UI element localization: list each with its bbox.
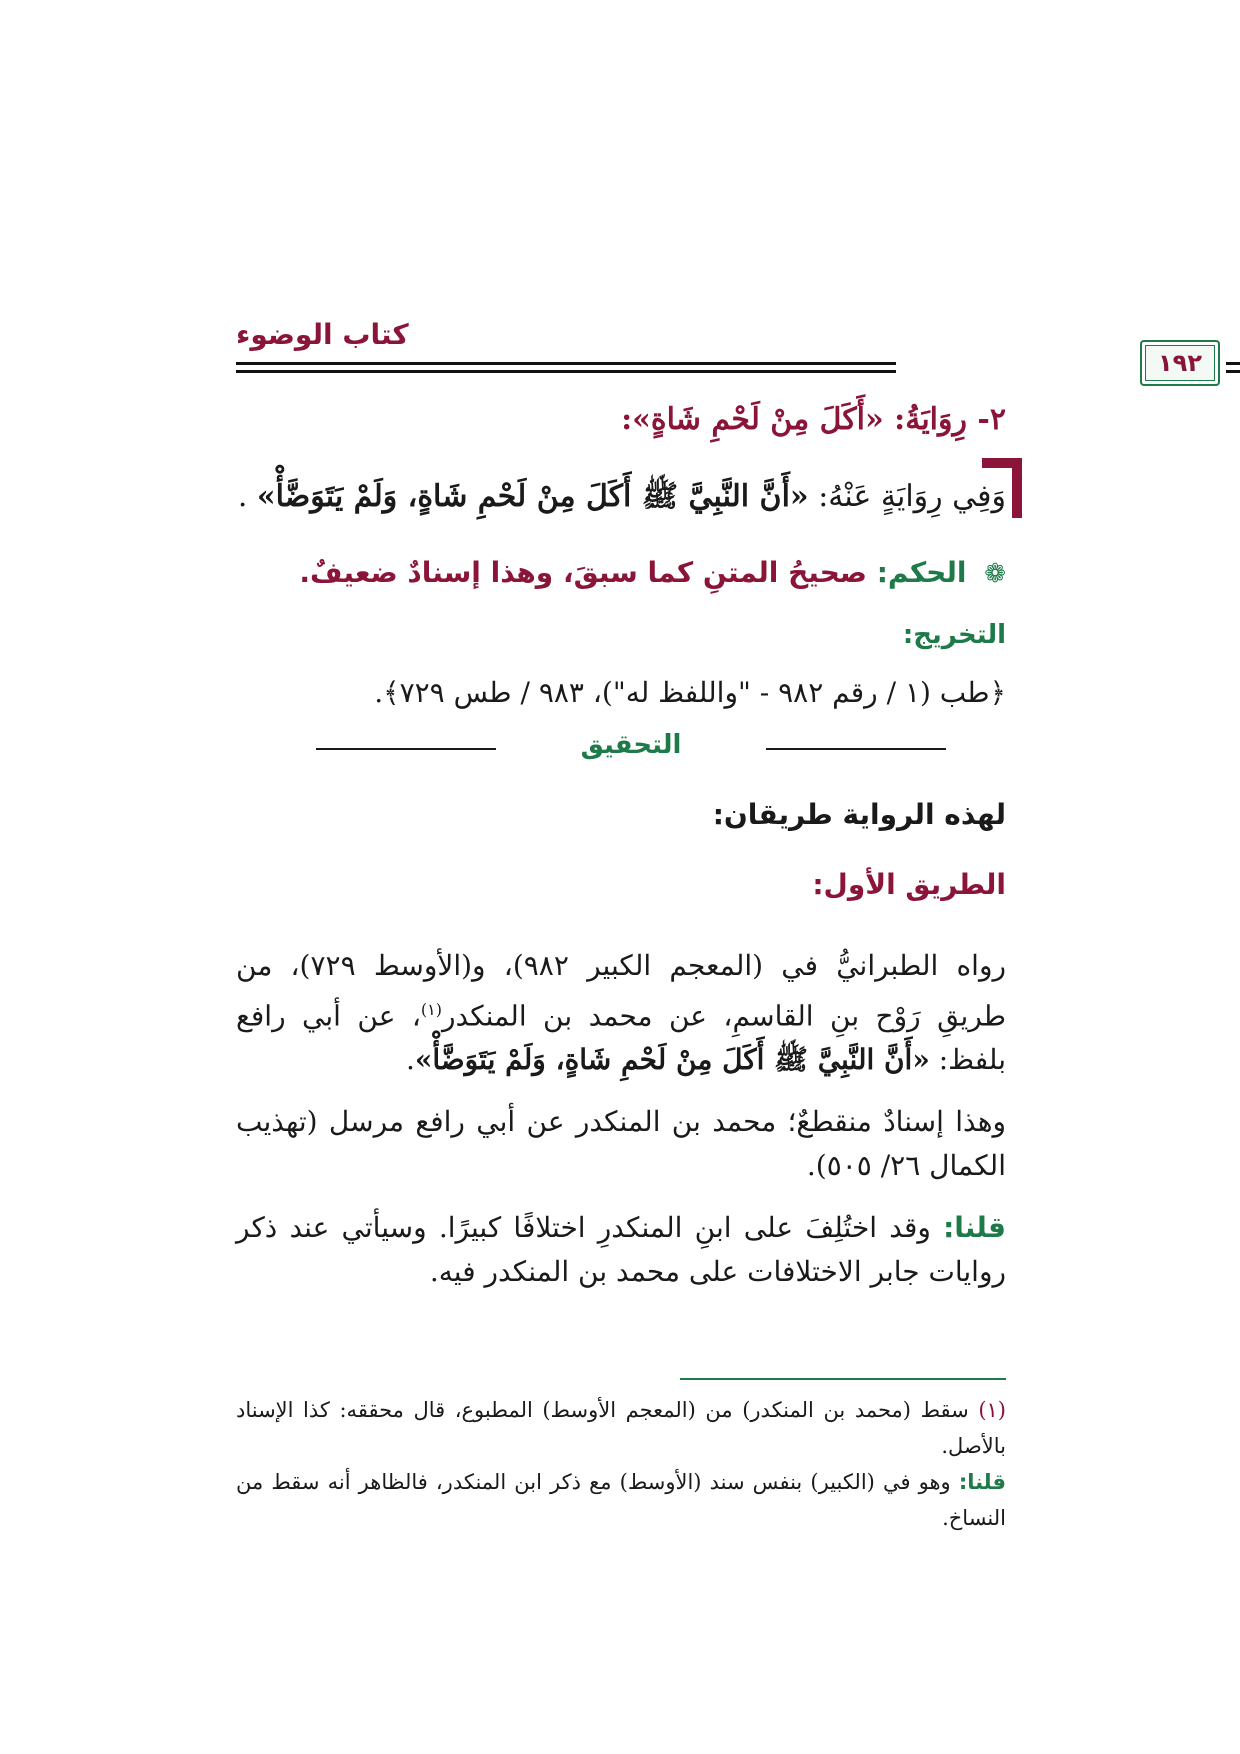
page-number: ١٩٢ <box>1158 349 1202 377</box>
tahqiq-divider <box>236 728 1006 768</box>
takhrij-label: التخريج: <box>902 620 1006 650</box>
header-rule-bottom <box>236 370 896 373</box>
footnote-1-text: سقط (محمد بن المنكدر) من (المعجم الأوسط) المطبوع، قال محققه: كذا الإسناد بالأصل. <box>236 1398 1006 1458</box>
book-title: كتاب الوضوء <box>236 318 409 351</box>
section-title: ٢- رِوَايَةُ: «أَكَلَ مِنْ لَحْمِ شَاةٍ»: <box>621 402 1006 437</box>
p3-text: وقد اختُلِفَ على ابنِ المنكدرِ اختلافًا كبيرًا. وسيأتي عند ذكر روايات جابر الاختلافات على محمد بن المنكدر فيه. <box>236 1211 1006 1288</box>
header-rule-right-top <box>1226 362 1240 365</box>
riwaya-end: . <box>237 479 248 514</box>
first-path-heading: الطريق الأول: <box>812 868 1006 901</box>
footnote-ref[interactable]: (١) <box>420 1000 442 1019</box>
footnote-2-lead: قلنا: <box>958 1470 1006 1494</box>
tahqiq-label: التحقيق <box>580 730 682 760</box>
p1-quote: «أَنَّ النَّبِيَّ ﷺ أَكَلَ مِنْ لَحْمِ شَاةٍ، وَلَمْ يَتَوَضَّأْ» <box>414 1043 930 1077</box>
takhrij-text: ﴿طب (١ / رقم ٩٨٢ - "واللفظ له")، ٩٨٣ / طس ٧٢٩﴾. <box>374 676 1006 709</box>
header-rule-right-bottom <box>1226 370 1240 373</box>
riwaya-intro: وَفِي رِوَايَةٍ عَنْهُ: <box>818 479 1006 514</box>
p3-lead: قلنا: <box>943 1211 1006 1244</box>
footnote-1 <box>236 1392 1006 1464</box>
paragraph-3 <box>236 1206 1006 1294</box>
footnote-2 <box>236 1464 1006 1536</box>
riwaya-line <box>236 478 1006 521</box>
divider-line-left <box>316 748 496 750</box>
divider-line-right <box>766 748 946 750</box>
hukm-label: الحكم: <box>876 556 967 589</box>
flower-ornament-icon: ❁ <box>984 559 1006 589</box>
footnote-separator <box>680 1378 1006 1380</box>
header-rule-top <box>236 362 896 365</box>
footnote-1-number: (١) <box>978 1398 1006 1422</box>
hukm-line <box>236 556 1006 589</box>
riwaya-quote: «أَنَّ النَّبِيَّ ﷺ أَكَلَ مِنْ لَحْمِ شَاةٍ، وَلَمْ يَتَوَضَّأْ» <box>256 479 809 514</box>
page-header <box>236 318 1202 378</box>
p1-text-b: ، عن أبي رافع بلفظ: <box>236 999 1006 1077</box>
footnote-2-text: وهو في (الكبير) بنفس سند (الأوسط) مع ذكر ابن المنكدر، فالظاهر أنه سقط من النساخ. <box>236 1470 1006 1530</box>
page-number-badge <box>1140 340 1220 386</box>
p1-end: . <box>405 1043 415 1077</box>
paragraph-2: وهذا إسنادٌ منقطعٌ؛ محمد بن المنكدر عن أبي رافع مرسل (تهذيب الكمال ٢٦/ ٥٠٥). <box>236 1105 1006 1182</box>
paths-heading: لهذه الرواية طريقان: <box>712 798 1006 831</box>
hukm-text: صحيحُ المتنِ كما سبقَ، وهذا إسنادٌ ضعيفٌ. <box>299 556 867 589</box>
paragraph-1 <box>236 944 1006 1082</box>
p1-text-a: رواه الطبرانيُّ في (المعجم الكبير ٩٨٢)، و(الأوسط ٧٢٩)، من طريقِ رَوْح بنِ القاسمِ، عن محمد بن المنكدر <box>236 949 1006 1033</box>
